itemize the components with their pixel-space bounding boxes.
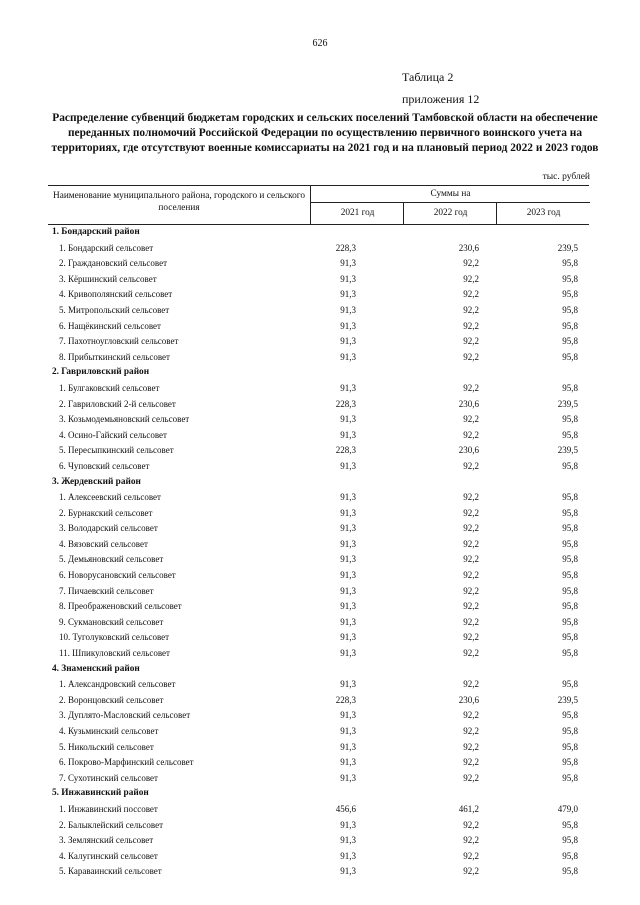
table-row <box>48 241 589 257</box>
settlement-name: 5. Митропольский сельсовет <box>59 304 170 315</box>
amount-2023: 95,8 <box>562 866 578 877</box>
amount-2023: 239,5 <box>557 445 578 456</box>
amount-2023: 95,8 <box>562 429 578 440</box>
amount-2022: 92,2 <box>463 679 479 690</box>
amount-2022: 92,2 <box>463 757 479 768</box>
amount-2022: 92,2 <box>463 351 479 362</box>
district-row <box>48 662 589 678</box>
amount-2023: 95,8 <box>562 538 578 549</box>
amount-2022: 92,2 <box>463 570 479 581</box>
amount-2021: 91,3 <box>340 772 356 783</box>
subvention-table <box>48 185 589 880</box>
amount-2023: 95,8 <box>562 648 578 659</box>
district-name: 4. Знаменский район <box>52 663 140 674</box>
amount-2023: 95,8 <box>562 382 578 393</box>
amount-2022: 461,2 <box>458 803 479 814</box>
amount-2022: 92,2 <box>463 382 479 393</box>
table-row <box>48 568 589 584</box>
settlement-name: 1. Александровский сельсовет <box>59 679 176 690</box>
amount-2023: 95,8 <box>562 819 578 830</box>
settlement-name: 6. Новорусановский сельсовет <box>59 570 176 581</box>
settlement-name: 4. Кривополянский сельсовет <box>59 289 173 300</box>
table-row <box>48 864 589 880</box>
settlement-name: 2. Воронцовский сельсовет <box>59 694 164 705</box>
amount-2022: 92,2 <box>463 616 479 627</box>
settlement-name: 2. Гавриловский 2-й сельсовет <box>59 398 176 409</box>
amount-2021: 456,6 <box>335 803 356 814</box>
settlement-name: 1. Инжавинский поссовет <box>59 803 158 814</box>
amount-2023: 95,8 <box>562 351 578 362</box>
amount-2021: 91,3 <box>340 507 356 518</box>
amount-2021: 91,3 <box>340 726 356 736</box>
amount-2023: 95,8 <box>562 710 578 721</box>
table-row <box>48 708 589 724</box>
settlement-name: 8. Преображеновский сельсовет <box>59 601 182 612</box>
settlement-name: 5. Пересыпкинский сельсовет <box>59 445 174 456</box>
amount-2022: 92,2 <box>463 585 479 596</box>
amount-2023: 95,8 <box>562 460 578 471</box>
amount-2022: 92,2 <box>463 273 479 284</box>
district-row <box>48 365 589 381</box>
amount-2021: 91,3 <box>340 866 356 877</box>
amount-2022: 92,2 <box>463 850 479 861</box>
amount-2021: 91,3 <box>340 757 356 768</box>
settlement-name: 10. Туголуковский сельсовет <box>59 632 170 643</box>
amount-2022: 92,2 <box>463 632 479 643</box>
settlement-name: 7. Сухотинский сельсовет <box>59 772 158 783</box>
table-row <box>48 303 589 319</box>
settlement-name: 4. Вязовский сельсовет <box>59 538 148 549</box>
table-row <box>48 521 589 537</box>
amount-2022: 230,6 <box>458 694 479 705</box>
amount-2023: 95,8 <box>562 507 578 518</box>
amount-2021: 228,3 <box>335 445 356 456</box>
table-row <box>48 490 589 506</box>
settlement-name: 7. Пахотноугловский сельсовет <box>59 336 179 347</box>
amount-2022: 92,2 <box>463 538 479 549</box>
district-name: 1. Бондарский район <box>52 227 140 237</box>
district-name: 3. Жердевский район <box>52 476 141 487</box>
header-year-2021: 2021 год <box>310 203 404 224</box>
header-year-2022: 2022 год <box>403 203 497 224</box>
amount-2021: 91,3 <box>340 289 356 300</box>
amount-2021: 91,3 <box>340 585 356 596</box>
amount-2023: 95,8 <box>562 273 578 284</box>
amount-2022: 92,2 <box>463 492 479 503</box>
amount-2022: 230,6 <box>458 445 479 456</box>
amount-2023: 95,8 <box>562 336 578 347</box>
amount-2021: 91,3 <box>340 850 356 861</box>
amount-2022: 92,2 <box>463 429 479 440</box>
table-body <box>48 225 589 880</box>
settlement-name: 4. Кузьминский сельсовет <box>59 726 159 736</box>
settlement-name: 4. Калугинский сельсовет <box>59 850 158 861</box>
table-row <box>48 428 589 444</box>
amount-2022: 92,2 <box>463 460 479 471</box>
units-label: тыс. рублей <box>542 172 590 182</box>
table-row <box>48 630 589 646</box>
settlement-name: 6. Чуповский сельсовет <box>59 460 150 471</box>
settlement-name: 1. Бондарский сельсовет <box>59 242 154 253</box>
amount-2022: 230,6 <box>458 398 479 409</box>
table-row <box>48 537 589 553</box>
amount-2023: 95,8 <box>562 726 578 736</box>
amount-2021: 91,3 <box>340 601 356 612</box>
amount-2021: 91,3 <box>340 258 356 269</box>
amount-2021: 91,3 <box>340 414 356 425</box>
amount-2021: 91,3 <box>340 273 356 284</box>
table-row <box>48 397 589 413</box>
amount-2023: 95,8 <box>562 679 578 690</box>
amount-2023: 95,8 <box>562 414 578 425</box>
amount-2021: 91,3 <box>340 460 356 471</box>
amount-2021: 228,3 <box>335 694 356 705</box>
amount-2022: 92,2 <box>463 507 479 518</box>
settlement-name: 5. Демьяновский сельсовет <box>59 554 164 565</box>
amount-2022: 92,2 <box>463 835 479 846</box>
table-row <box>48 724 589 740</box>
amount-2023: 95,8 <box>562 772 578 783</box>
table-row <box>48 443 589 459</box>
amount-2022: 92,2 <box>463 289 479 300</box>
settlement-name: 2. Бурнакский сельсовет <box>59 507 153 518</box>
settlement-name: 3. Козьмодемьяновский сельсовет <box>59 414 190 425</box>
amount-2022: 92,2 <box>463 710 479 721</box>
amount-2023: 95,8 <box>562 304 578 315</box>
amount-2022: 92,2 <box>463 772 479 783</box>
amount-2021: 91,3 <box>340 632 356 643</box>
settlement-name: 3. Володарский сельсовет <box>59 523 158 534</box>
header-year-2023: 2023 год <box>496 203 590 224</box>
amount-2022: 230,6 <box>458 242 479 253</box>
amount-2022: 92,2 <box>463 258 479 269</box>
amount-2021: 91,3 <box>340 570 356 581</box>
settlement-name: 2. Балыклейский сельсовет <box>59 819 164 830</box>
settlement-name: 5. Никольский сельсовет <box>59 741 154 752</box>
amount-2021: 228,3 <box>335 242 356 253</box>
table-row <box>48 818 589 834</box>
settlement-name: 6. Покрово-Марфинский сельсовет <box>59 757 194 768</box>
table-row <box>48 833 589 849</box>
amount-2023: 95,8 <box>562 523 578 534</box>
amount-2022: 92,2 <box>463 414 479 425</box>
amount-2021: 91,3 <box>340 741 356 752</box>
amount-2023: 239,5 <box>557 694 578 705</box>
amount-2022: 92,2 <box>463 523 479 534</box>
document-title: Распределение субвенций бюджетам городских и сельских поселений Тамбовской области на обеспечение переданных полномочий Российской Федерации по осуществлению первичного воинского учета на территориях, где отсутствуют военные комиссариаты на 2021 год и на плановый период 2022 и 2023 годов <box>51 112 599 154</box>
amount-2023: 95,8 <box>562 850 578 861</box>
table-row <box>48 677 589 693</box>
amount-2023: 95,8 <box>562 258 578 269</box>
amount-2021: 91,3 <box>340 679 356 690</box>
amount-2021: 91,3 <box>340 429 356 440</box>
table-row <box>48 459 589 475</box>
table-row <box>48 615 589 631</box>
appendix-label: приложения 12 <box>402 92 480 106</box>
table-row <box>48 334 589 350</box>
settlement-name: 6. Нащёкинский сельсовет <box>59 320 161 331</box>
amount-2022: 92,2 <box>463 601 479 612</box>
table-row <box>48 381 589 397</box>
amount-2021: 91,3 <box>340 835 356 846</box>
amount-2023: 95,8 <box>562 616 578 627</box>
amount-2023: 239,5 <box>557 398 578 409</box>
header-name-column: Наименование муниципального района, городского и сельского поселения <box>52 191 306 213</box>
amount-2021: 228,3 <box>335 398 356 409</box>
settlement-name: 7. Пичаевский сельсовет <box>59 585 154 596</box>
table-row <box>48 552 589 568</box>
amount-2022: 92,2 <box>463 819 479 830</box>
settlement-name: 3. Кёршинский сельсовет <box>59 273 157 284</box>
settlement-name: 2. Граждановский сельсовет <box>59 258 167 269</box>
amount-2021: 91,3 <box>340 351 356 362</box>
amount-2023: 95,8 <box>562 492 578 503</box>
amount-2023: 479,0 <box>557 803 578 814</box>
table-row <box>48 693 589 709</box>
amount-2021: 91,3 <box>340 320 356 331</box>
table-row <box>48 256 589 272</box>
table-row <box>48 287 589 303</box>
amount-2023: 95,8 <box>562 741 578 752</box>
amount-2021: 91,3 <box>340 538 356 549</box>
amount-2023: 95,8 <box>562 554 578 565</box>
amount-2021: 91,3 <box>340 648 356 659</box>
table-row <box>48 771 589 787</box>
amount-2022: 92,2 <box>463 648 479 659</box>
table-row <box>48 506 589 522</box>
amount-2021: 91,3 <box>340 382 356 393</box>
settlement-name: 1. Булгаковский сельсовет <box>59 382 160 393</box>
header-sums: Суммы на <box>310 186 590 203</box>
table-row <box>48 740 589 756</box>
amount-2022: 92,2 <box>463 554 479 565</box>
table-row <box>48 272 589 288</box>
settlement-name: 3. Дуплято-Масловский сельсовет <box>59 710 191 721</box>
district-name: 5. Инжавинский район <box>52 788 149 799</box>
amount-2021: 91,3 <box>340 819 356 830</box>
amount-2021: 91,3 <box>340 554 356 565</box>
table-header <box>48 186 589 225</box>
amount-2021: 91,3 <box>340 523 356 534</box>
amount-2023: 95,8 <box>562 632 578 643</box>
settlement-name: 8. Прибыткинский сельсовет <box>59 351 170 362</box>
table-row <box>48 755 589 771</box>
settlement-name: 11. Шпикуловский сельсовет <box>59 648 170 659</box>
amount-2022: 92,2 <box>463 336 479 347</box>
amount-2023: 95,8 <box>562 320 578 331</box>
table-row <box>48 412 589 428</box>
amount-2021: 91,3 <box>340 616 356 627</box>
table-row <box>48 584 589 600</box>
settlement-name: 3. Землянский сельсовет <box>59 835 154 846</box>
amount-2022: 92,2 <box>463 866 479 877</box>
settlement-name: 4. Осино-Гайский сельсовет <box>59 429 167 440</box>
amount-2022: 92,2 <box>463 726 479 736</box>
amount-2023: 95,8 <box>562 757 578 768</box>
amount-2023: 239,5 <box>557 242 578 253</box>
amount-2023: 95,8 <box>562 289 578 300</box>
amount-2021: 91,3 <box>340 492 356 503</box>
settlement-name: 1. Алексеевский сельсовет <box>59 492 161 503</box>
amount-2023: 95,8 <box>562 570 578 581</box>
table-row <box>48 319 589 335</box>
district-row <box>48 475 589 491</box>
settlement-name: 5. Караваинский сельсовет <box>59 866 162 877</box>
table-row <box>48 350 589 366</box>
table-row <box>48 646 589 662</box>
table-label: Таблица 2 <box>402 70 454 84</box>
amount-2021: 91,3 <box>340 710 356 721</box>
table-row <box>48 849 589 865</box>
amount-2022: 92,2 <box>463 304 479 315</box>
page-number: 626 <box>312 38 328 49</box>
amount-2021: 91,3 <box>340 304 356 315</box>
amount-2023: 95,8 <box>562 835 578 846</box>
settlement-name: 9. Сукмановский сельсовет <box>59 616 164 627</box>
district-name: 2. Гавриловский район <box>52 367 150 378</box>
district-row <box>48 225 589 241</box>
table-row <box>48 802 589 818</box>
amount-2022: 92,2 <box>463 320 479 331</box>
district-row <box>48 786 589 802</box>
amount-2021: 91,3 <box>340 336 356 347</box>
amount-2023: 95,8 <box>562 585 578 596</box>
amount-2022: 92,2 <box>463 741 479 752</box>
table-row <box>48 599 589 615</box>
amount-2023: 95,8 <box>562 601 578 612</box>
